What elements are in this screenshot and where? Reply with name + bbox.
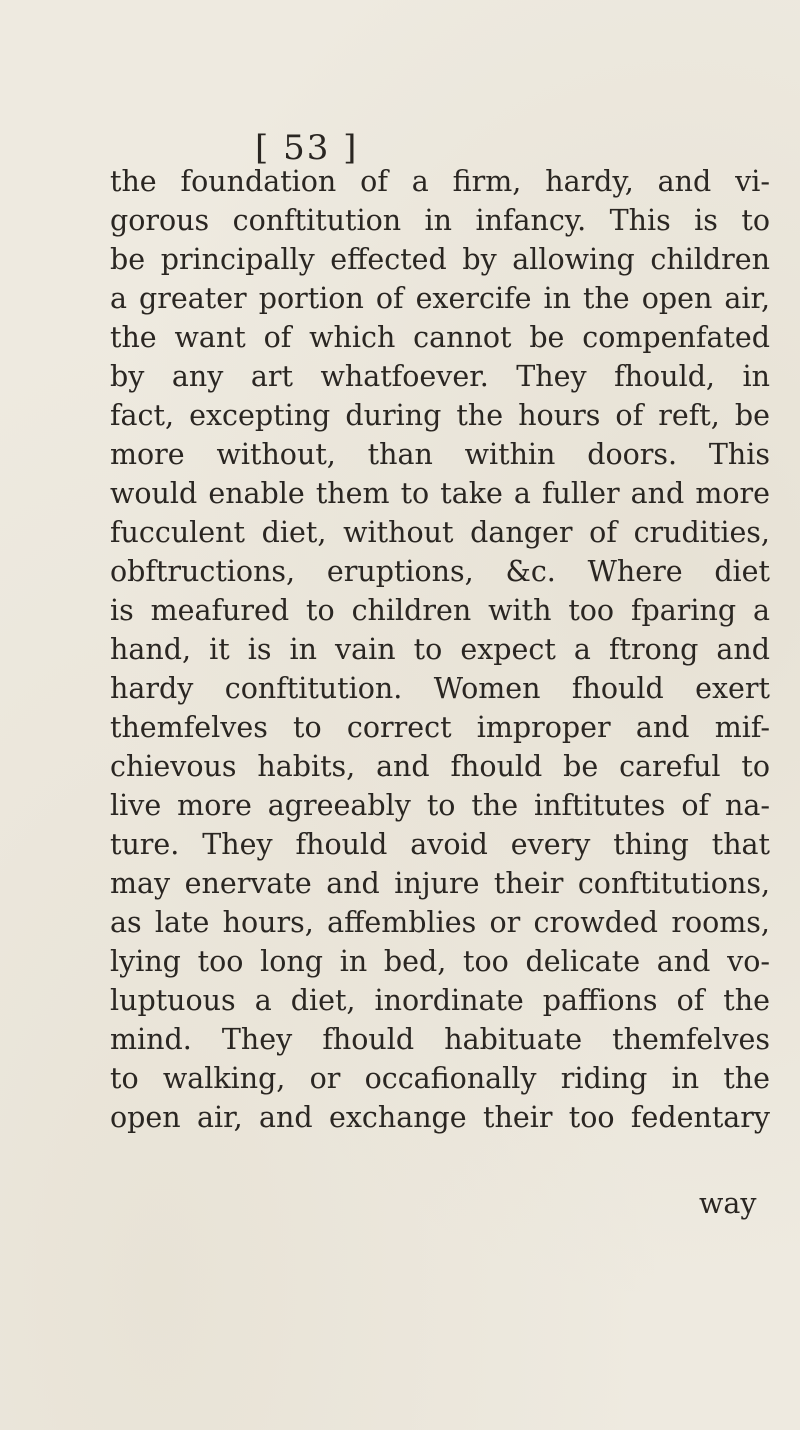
page-number-header: [ 53 ] xyxy=(255,128,359,168)
text-line: to walking, or occafionally riding in the xyxy=(110,1062,770,1095)
text-line: mind. They fhould habituate themfelves xyxy=(110,1023,770,1056)
text-line: hardy conftitution. Women fhould exert xyxy=(110,672,770,705)
text-line: fact, excepting during the hours of reft, be xyxy=(110,399,770,432)
text-line: lying too long in bed, too delicate and vo- xyxy=(110,945,770,978)
text-line: by any art whatfoever. They fhould, in xyxy=(110,360,770,393)
text-line: chievous habits, and fhould be careful to xyxy=(110,750,770,783)
text-line: obftructions, eruptions, &c. Where diet xyxy=(110,555,770,588)
text-line: a greater portion of exercife in the open air, xyxy=(110,282,770,315)
catchword: way xyxy=(699,1187,757,1220)
text-line: ture. They fhould avoid every thing that xyxy=(110,828,770,861)
text-line: would enable them to take a fuller and more xyxy=(110,477,770,510)
text-line: be principally effected by allowing children xyxy=(110,243,770,276)
body-text xyxy=(110,162,770,1137)
text-line: may enervate and injure their conftitutions, xyxy=(110,867,770,900)
text-line: themfelves to correct improper and mif- xyxy=(110,711,770,744)
text-line: hand, it is in vain to expect a ftrong and xyxy=(110,633,770,666)
text-line: luptuous a diet, inordinate paffions of the xyxy=(110,984,770,1017)
text-line: live more agreeably to the inftitutes of na- xyxy=(110,789,770,822)
text-line: fucculent diet, without danger of crudities, xyxy=(110,516,770,549)
text-line: gorous conftitution in infancy. This is to xyxy=(110,204,770,237)
text-line: more without, than within doors. This xyxy=(110,438,770,471)
text-line: is meafured to children with too fparing a xyxy=(110,594,770,627)
text-line: the want of which cannot be compenfated xyxy=(110,321,770,354)
text-line: open air, and exchange their too fedentary xyxy=(110,1101,770,1134)
text-line: the foundation of a firm, hardy, and vi- xyxy=(110,165,770,198)
text-line: as late hours, affemblies or crowded rooms, xyxy=(110,906,770,939)
